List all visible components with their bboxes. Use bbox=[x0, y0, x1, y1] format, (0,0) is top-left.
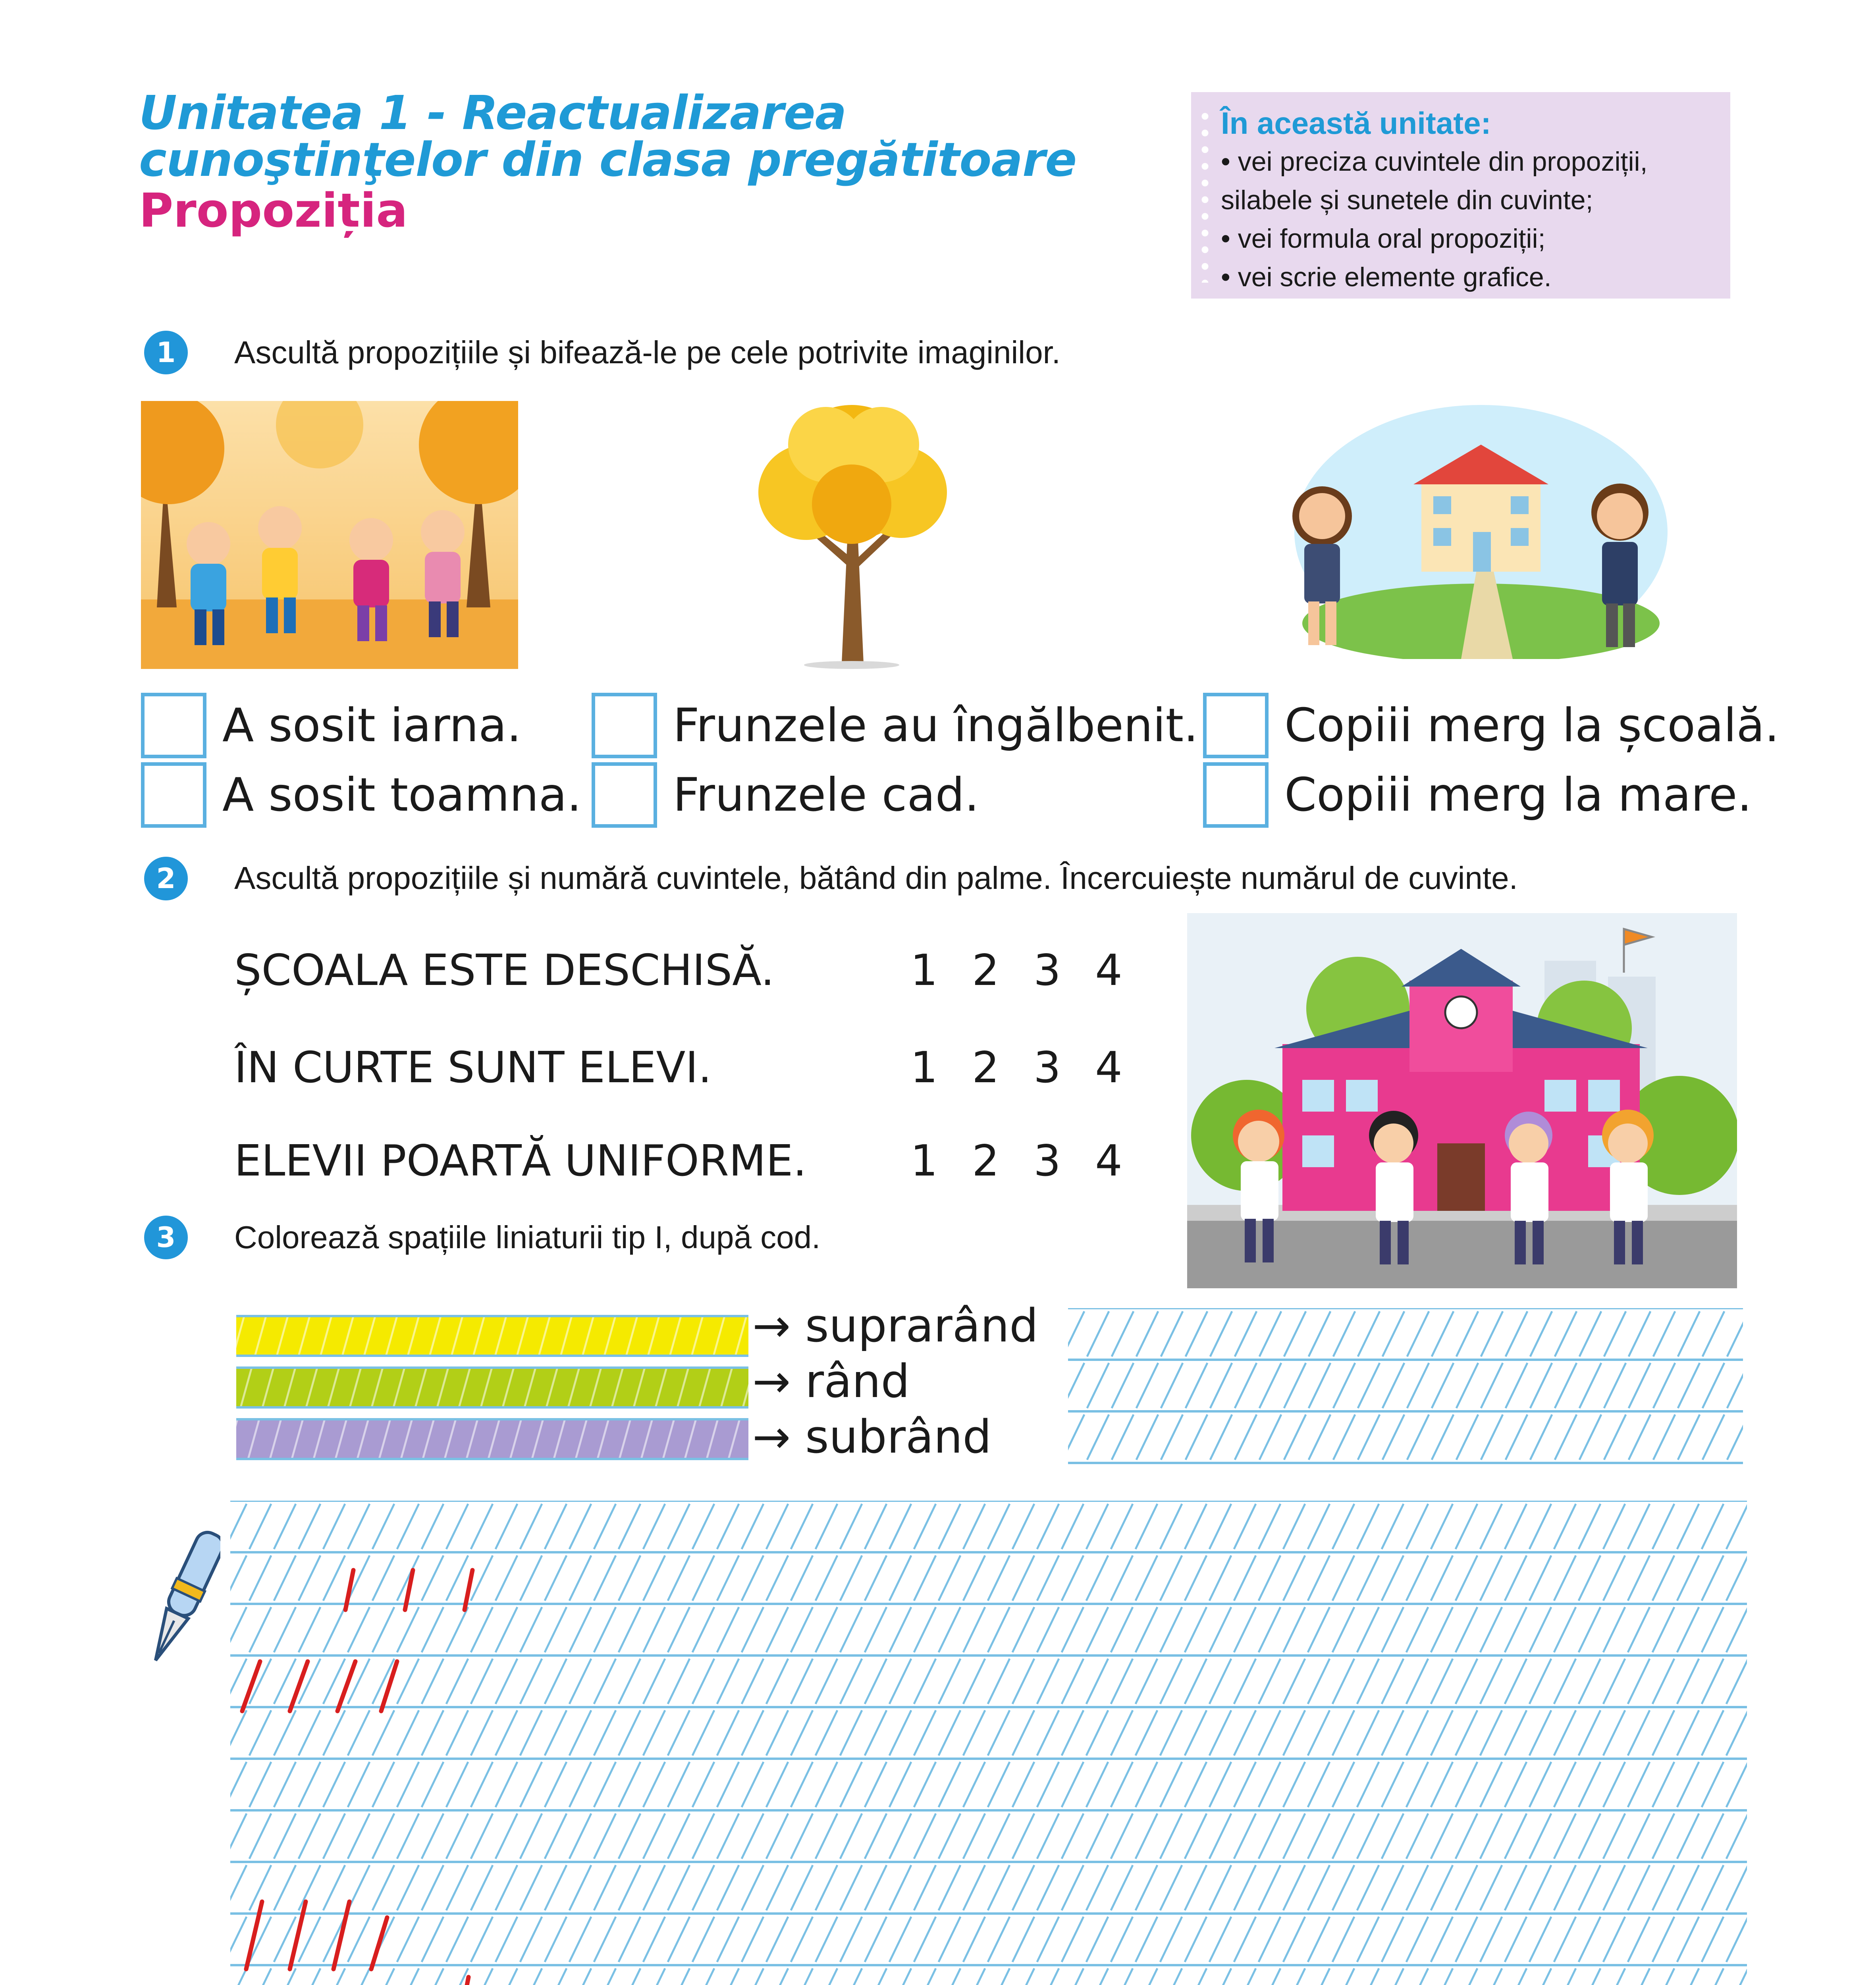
sentence-3: ELEVII POARTĂ UNIFORME. bbox=[234, 1136, 807, 1186]
exercise-1-instruction: Ascultă propozițiile și bifează-le pe cele potrivite imaginilor. bbox=[234, 335, 1061, 370]
legend-label-rand: → rând bbox=[752, 1355, 910, 1408]
legend-label-subrand: → subrând bbox=[752, 1411, 992, 1464]
exercise-1-number: 1 bbox=[144, 331, 188, 374]
exercise-2-instruction: Ascultă propozițiile și numără cuvintele, bătând din palme. Încercuiește numărul de cuvinte. bbox=[234, 860, 1518, 896]
word-count-choices bbox=[893, 943, 1139, 998]
word-count-choices bbox=[893, 1040, 1139, 1096]
choice-1[interactable]: 1 bbox=[910, 1136, 938, 1186]
option-label: Copiii merg la școală. bbox=[1284, 699, 1780, 752]
writing-ruling[interactable] bbox=[230, 1501, 1747, 1985]
objectives-heading: În această unitate: bbox=[1221, 106, 1491, 141]
checkbox-frunzele-cad[interactable] bbox=[592, 762, 657, 828]
legend-label-suprarand: → suprarând bbox=[752, 1299, 1039, 1353]
unit-title bbox=[139, 85, 1077, 187]
exercise-3-instruction: Colorează spațiile liniaturii tip I, după cod. bbox=[234, 1220, 821, 1255]
objective-line: • vei scrie elemente grafice. bbox=[1221, 262, 1552, 292]
sentence-1: ȘCOALA ESTE DESCHISĂ. bbox=[234, 946, 775, 995]
choice-2[interactable]: 2 bbox=[972, 1043, 999, 1093]
exercise-2-number: 2 bbox=[144, 857, 188, 900]
option-label: A sosit toamna. bbox=[222, 768, 582, 822]
choice-3[interactable]: 3 bbox=[1033, 946, 1061, 995]
word-count-choices bbox=[893, 1133, 1139, 1189]
choice-4[interactable]: 4 bbox=[1095, 946, 1122, 995]
ruling-legend-swatches bbox=[236, 1312, 748, 1463]
objectives-box bbox=[1191, 92, 1730, 299]
option-label: Copiii merg la mare. bbox=[1284, 768, 1752, 822]
checkbox-a-sosit-iarna[interactable] bbox=[141, 693, 206, 758]
pink-school-with-pupils-image bbox=[1187, 913, 1737, 1288]
swatch-rand bbox=[236, 1368, 748, 1407]
objective-line: • vei preciza cuvintele din propoziții, bbox=[1221, 146, 1648, 177]
decorative-dots bbox=[1199, 108, 1211, 283]
option-label: Frunzele cad. bbox=[673, 768, 979, 822]
choice-2[interactable]: 2 bbox=[972, 1136, 999, 1186]
choice-4[interactable]: 4 bbox=[1095, 1136, 1122, 1186]
choice-3[interactable]: 3 bbox=[1033, 1043, 1061, 1093]
children-autumn-park-image bbox=[141, 401, 518, 669]
checkbox-copiii-merg-la-mare[interactable] bbox=[1203, 762, 1269, 828]
unit-title-line-2: cunoştinţelor din clasa pregătitoare bbox=[139, 132, 1077, 187]
choice-1[interactable]: 1 bbox=[910, 1043, 938, 1093]
choice-2[interactable]: 2 bbox=[972, 946, 999, 995]
objective-line: silabele și sunetele din cuvinte; bbox=[1221, 185, 1593, 215]
fountain-pen-icon bbox=[141, 1522, 220, 1681]
unit-title-line-1: Unitatea 1 - Reactualizarea bbox=[139, 85, 846, 140]
children-going-to-school-image bbox=[1290, 401, 1672, 659]
ruling-to-color[interactable] bbox=[1068, 1308, 1743, 1467]
exercise-3-number: 3 bbox=[144, 1216, 188, 1259]
lesson-subtitle: Propoziția bbox=[139, 183, 408, 238]
choice-1[interactable]: 1 bbox=[910, 946, 938, 995]
objective-line: • vei formula oral propoziții; bbox=[1221, 224, 1546, 254]
option-label: Frunzele au îngălbenit. bbox=[673, 699, 1199, 752]
yellow-autumn-tree-image bbox=[735, 401, 969, 669]
sentence-2: ÎN CURTE SUNT ELEVI. bbox=[234, 1043, 712, 1093]
checkbox-frunzele-au-ingalbenit[interactable] bbox=[592, 693, 657, 758]
choice-4[interactable]: 4 bbox=[1095, 1043, 1122, 1093]
checkbox-copiii-merg-la-scoala[interactable] bbox=[1203, 693, 1269, 758]
checkbox-a-sosit-toamna[interactable] bbox=[141, 762, 206, 828]
option-label: A sosit iarna. bbox=[222, 699, 522, 752]
choice-3[interactable]: 3 bbox=[1033, 1136, 1061, 1186]
